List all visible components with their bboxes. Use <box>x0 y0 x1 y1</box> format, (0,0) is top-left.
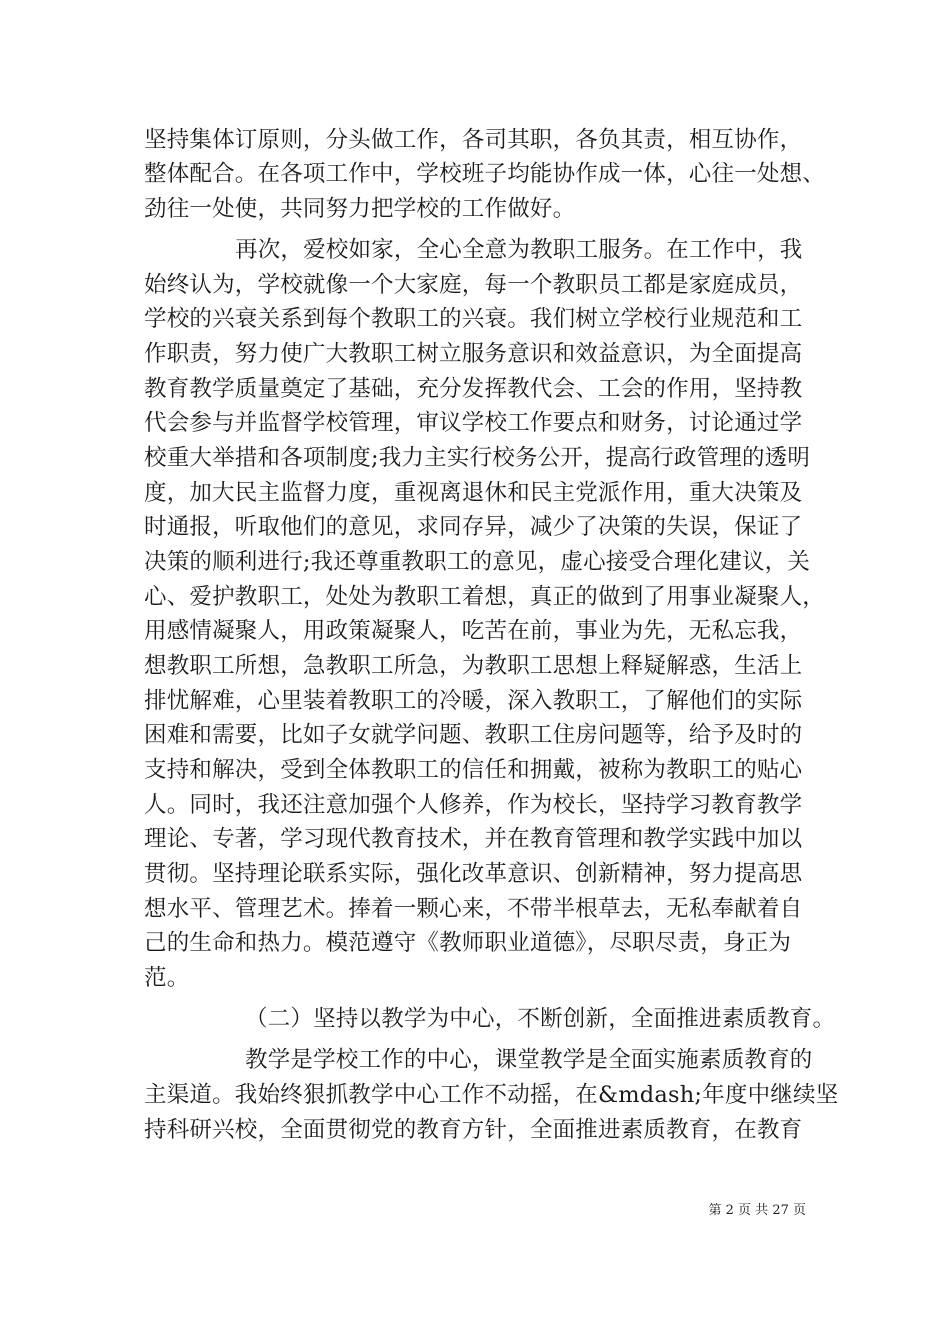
text-line: 决策的顺利进行;我还尊重教职工的意见，虚心接受合理化建议，关 <box>144 549 811 575</box>
text-line: 代会参与并监督学校管理，审议学校工作要点和财务，讨论通过学 <box>144 410 803 436</box>
text-line: 支持和解决，受到全体教职工的信任和拥戴，被称为教职工的贴心 <box>144 757 803 783</box>
text-line: 心、爱护教职工，处处为教职工着想，真正的做到了用事业凝聚人， <box>144 584 826 610</box>
text-line: 排忧解难，心里装着教职工的冷暖，深入教职工，了解他们的实际 <box>144 688 803 714</box>
text-line: 困难和需要，比如子女就学问题、教职工住房问题等，给予及时的 <box>144 722 803 748</box>
text-line: 人。同时，我还注意加强个人修养，作为校长，坚持学习教育教学 <box>144 792 803 818</box>
text-line: 校重大举措和各项制度;我力主实行校务公开，提高行政管理的透明 <box>144 445 811 471</box>
text-line: 整体配合。在各项工作中，学校班子均能协作成一体，心往一处想、 <box>144 161 826 187</box>
text-line: 度，加大民主监督力度，重视离退休和民主党派作用，重大决策及 <box>144 480 803 506</box>
text-line: 再次，爱校如家，全心全意为教职工服务。在工作中，我 <box>235 237 803 263</box>
text-line: 劲往一处使，共同努力把学校的工作做好。 <box>144 196 576 222</box>
page-number-footer: 第 2 页 共 27 页 <box>708 1203 806 1218</box>
text-line: 想教职工所想，急教职工所急，为教职工思想上释疑解惑，生活上 <box>144 653 803 679</box>
text-line: 坚持集体订原则，分头做工作，各司其职，各负其责，相互协作， <box>144 127 803 153</box>
text-line: 持科研兴校，全面贯彻党的教育方针，全面推进素质教育，在教育 <box>144 1117 803 1143</box>
section-heading: （二）坚持以教学为中心，不断创新，全面推进素质教育。 <box>245 1006 836 1032</box>
text-line: 用感情凝聚人，用政策凝聚人，吃苦在前，事业为先，无私忘我， <box>144 618 803 644</box>
text-line: 理论、专著，学习现代教育技术，并在教育管理和教学实践中加以 <box>144 826 803 852</box>
text-line: 学校的兴衰关系到每个教职工的兴衰。我们树立学校行业规范和工 <box>144 306 803 332</box>
text-line: 范。 <box>144 965 190 991</box>
text-line: 作职责，努力使广大教职工树立服务意识和效益意识，为全面提高 <box>144 341 803 367</box>
text-line: 时通报，听取他们的意见，求同存异，减少了决策的失误，保证了 <box>144 514 803 540</box>
text-line: 贯彻。坚持理论联系实际，强化改革意识、创新精神，努力提高思 <box>144 861 803 887</box>
text-line: 教学是学校工作的中心，课堂教学是全面实施素质教育的 <box>245 1047 813 1073</box>
text-line: 主渠道。我始终狠抓教学中心工作不动摇，在&mdash;年度中继续坚 <box>144 1082 839 1108</box>
text-line: 教育教学质量奠定了基础，充分发挥教代会、工会的作用，坚持教 <box>144 376 803 402</box>
text-line: 始终认为，学校就像一个大家庭，每一个教职员工都是家庭成员， <box>144 272 803 298</box>
text-line: 己的生命和热力。模范遵守《教师职业道德》，尽职尽责，身正为 <box>144 930 792 956</box>
text-line: 想水平、管理艺术。捧着一颗心来，不带半根草去，无私奉献着自 <box>144 896 803 922</box>
